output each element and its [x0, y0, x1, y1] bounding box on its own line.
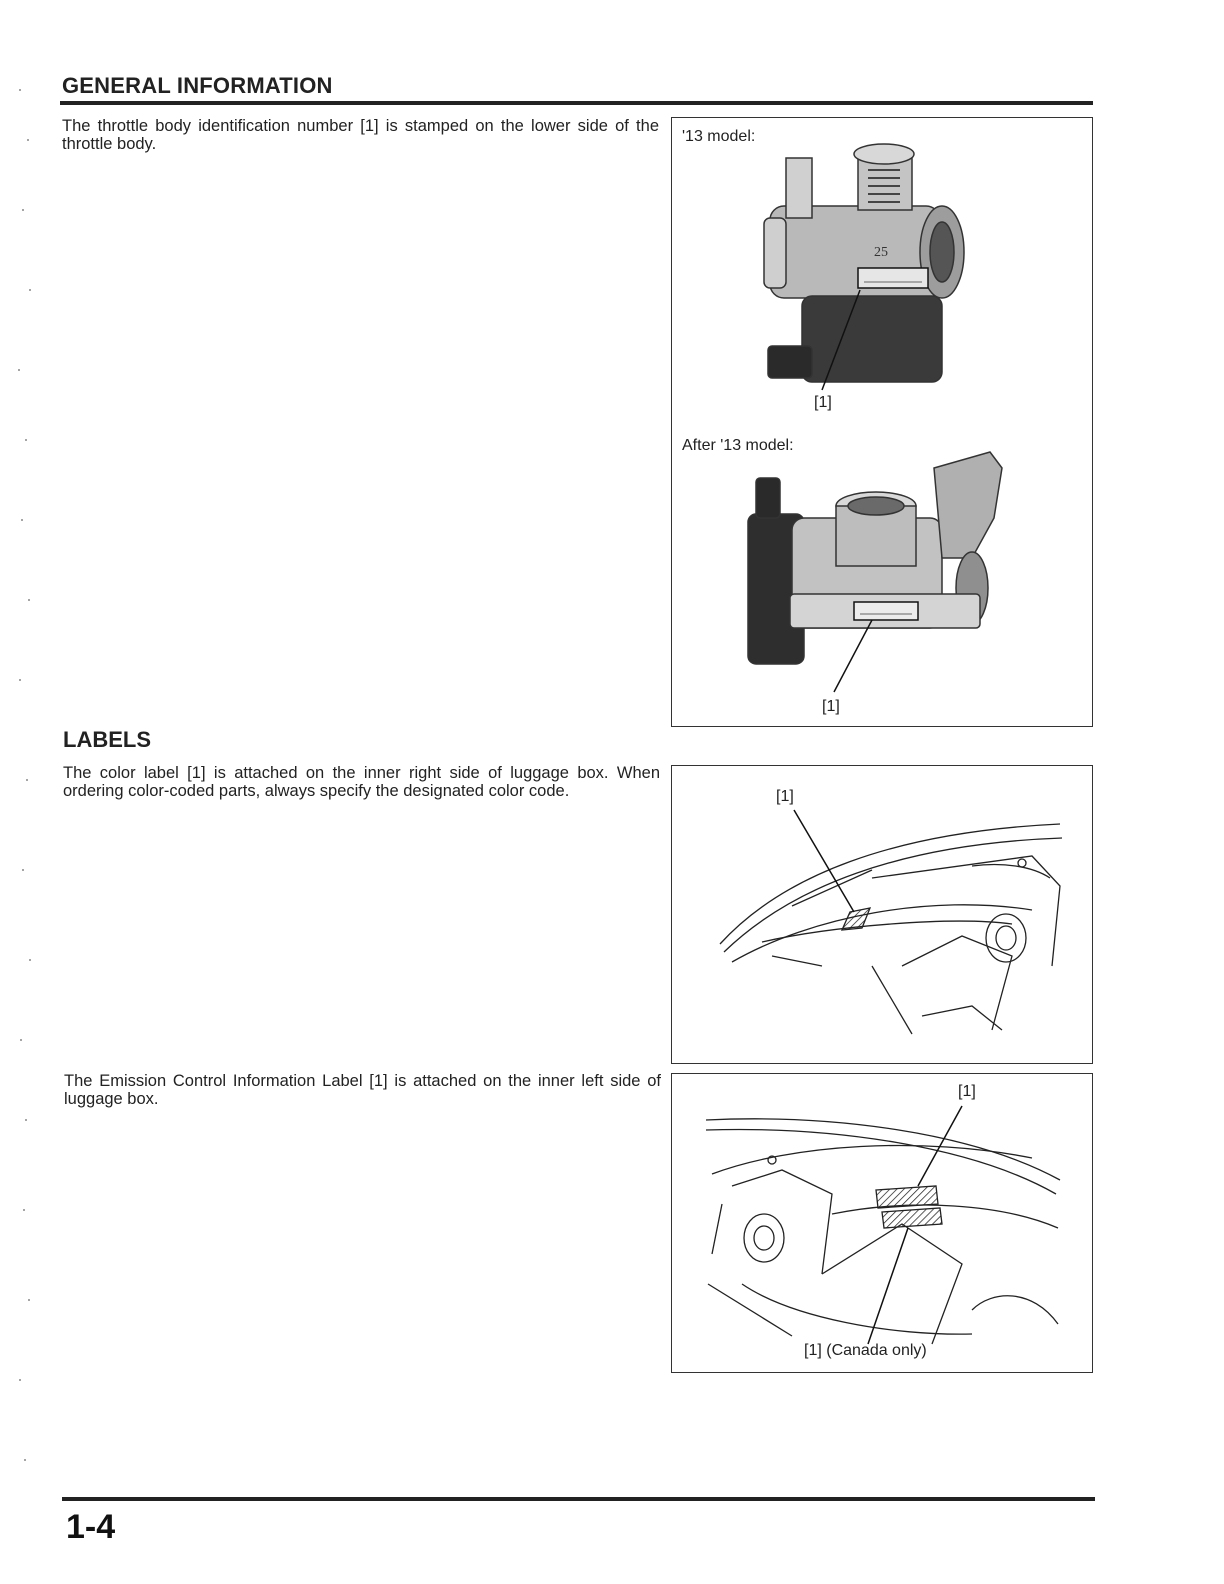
footer-rule: [62, 1497, 1095, 1501]
luggage-box-right-drawing: [672, 766, 1092, 1063]
after-13-model-label: After '13 model:: [682, 437, 794, 454]
casting-mark-25: 25: [874, 245, 888, 260]
scan-edge-noise: [14, 80, 36, 1500]
color-label-callout: [1]: [776, 788, 794, 805]
throttle-body-13-drawing: [764, 144, 964, 382]
emission-label-marker-upper: [876, 1186, 938, 1208]
color-label-leader: [794, 810, 854, 912]
page-number: 1-4: [66, 1508, 116, 1546]
throttle-body-illustrations: [672, 118, 1092, 726]
emission-label-callout-canada: [1] (Canada only): [804, 1342, 927, 1359]
labels-section-title: LABELS: [63, 727, 151, 752]
throttle-body-after-13-drawing: [748, 452, 1002, 664]
callout-leader-after-13: [834, 620, 872, 692]
color-label-paragraph: The color label [1] is attached on the inner right side of luggage box. When ordering color-coded parts, always specify the designated color code.: [63, 764, 660, 800]
model-13-label: '13 model:: [682, 128, 756, 145]
throttle-id-paragraph: The throttle body identification number [1] is stamped on the lower side of the throttle body.: [62, 117, 659, 153]
callout-after-13-model: [1]: [822, 698, 840, 715]
emission-label-callout-top: [1]: [958, 1083, 976, 1100]
color-label-figure: [671, 765, 1093, 1064]
callout-13-model: [1]: [814, 394, 832, 411]
emission-label-marker-lower: [882, 1208, 942, 1228]
throttle-body-figure: [671, 117, 1093, 727]
page-title: GENERAL INFORMATION: [62, 73, 333, 98]
header-rule: [60, 101, 1093, 105]
luggage-box-left-drawing: [672, 1074, 1092, 1372]
emission-label-paragraph: The Emission Control Information Label [1] is attached on the inner left side of luggage box.: [64, 1072, 661, 1108]
emission-label-figure: [671, 1073, 1093, 1373]
emission-label-leader-bottom: [868, 1228, 908, 1344]
